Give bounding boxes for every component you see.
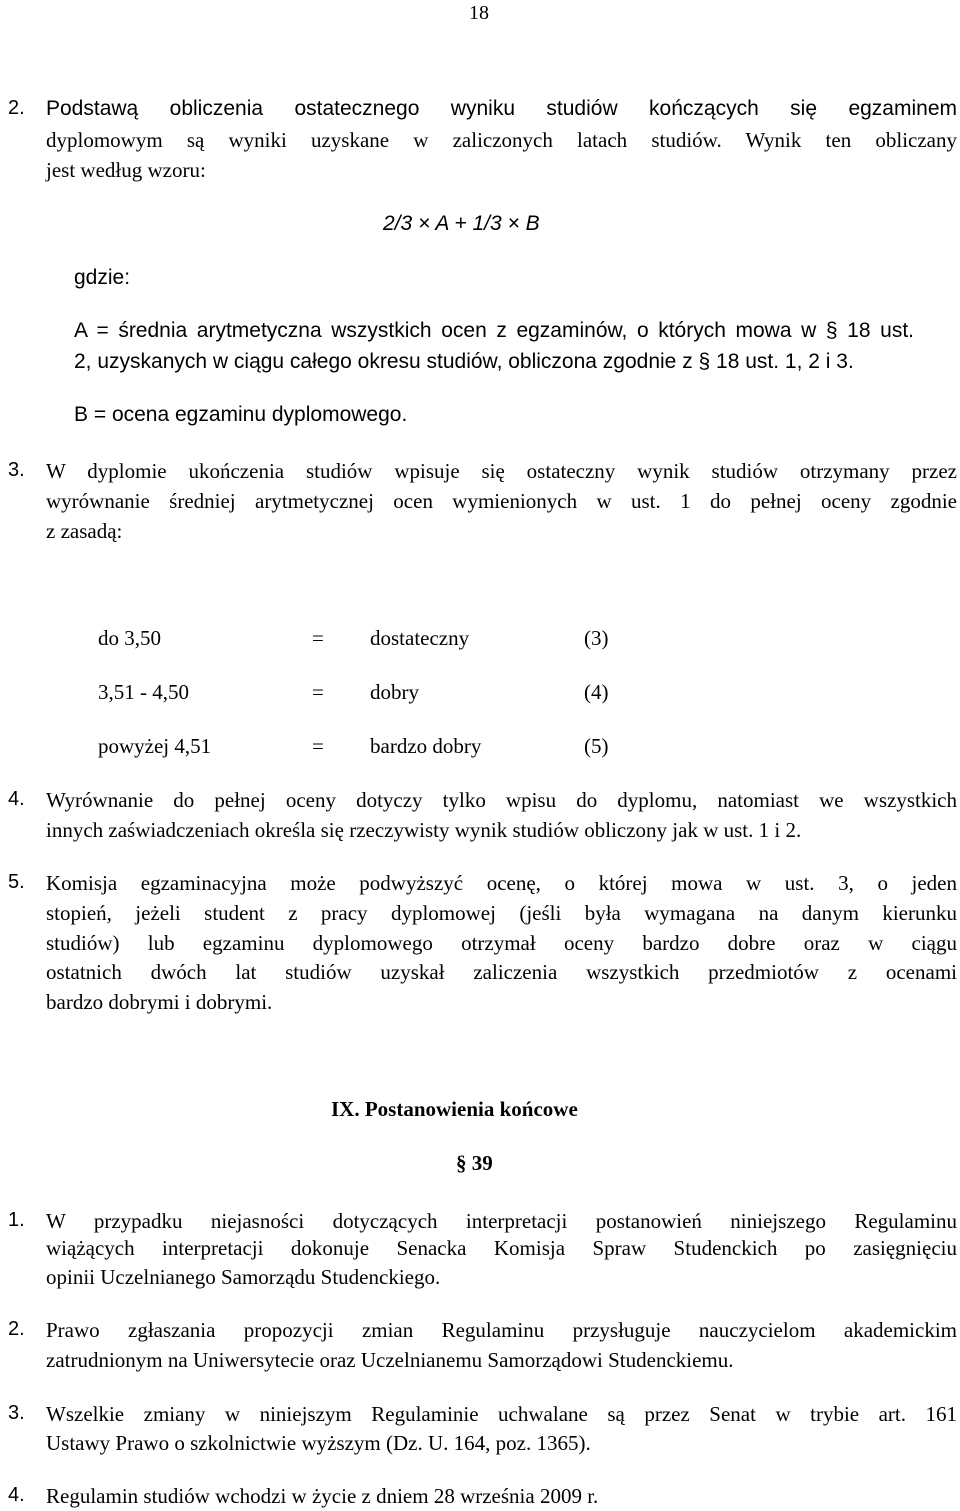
grade-value: (4) (584, 680, 609, 704)
p5-line-5: bardzo dobrymi i dobrymi. (46, 990, 273, 1014)
definition-b: B = ocena egzaminu dyplomowego. (74, 403, 408, 426)
item-number: 4. (8, 788, 25, 810)
final-3-line-1: Wszelkie zmiany w niniejszym Regulaminie uchwalane są przez Senat w trybie art. 161 (46, 1402, 957, 1426)
final-4-line-1: Regulamin studiów wchodzi w życie z dniem 28 września 2009 r. (46, 1484, 599, 1508)
paragraph-symbol: § 39 (456, 1151, 493, 1175)
p5-line-4: ostatnich dwóch lat studiów uzyskał zaliczenia wszystkich przedmiotów z ocenami (46, 960, 957, 984)
final-1-line-3: opinii Uczelnianego Samorządu Studenckiego. (46, 1265, 441, 1289)
p4-line-2: innych zaświadczeniach określa się rzeczywisty wynik studiów obliczony jak w ust. 1 i 2. (46, 818, 802, 842)
p4-line-1: Wyrównanie do pełnej oceny dotyczy tylko wpisu do dyplomu, natomiast we wszystkich (46, 788, 957, 812)
grade-name: dobry (370, 680, 419, 704)
item-number: 3. (8, 1402, 25, 1424)
item-number: 5. (8, 871, 25, 893)
p3-line-3: z zasadą: (46, 519, 123, 543)
p5-line-2: stopień, jeżeli student z pracy dyplomowej (jeśli była wymagana na danym kierunku (46, 901, 957, 925)
item-number: 2. (8, 97, 25, 119)
grade-range: do 3,50 (98, 626, 161, 650)
item-number: 3. (8, 459, 25, 481)
grade-equals: = (312, 734, 324, 758)
definition-a-line-2: 2, uzyskanych w ciągu całego okresu studiów, obliczona zgodnie z § 18 ust. 1, 2 i 3. (74, 350, 854, 373)
final-1-line-2: wiążących interpretacji dokonuje Senacka Komisja Spraw Studenckich po zasięgnięciu (46, 1236, 957, 1260)
grade-name: bardzo dobry (370, 734, 482, 758)
item-number: 1. (8, 1209, 25, 1231)
p3-line-2: wyrównanie średniej arytmetycznej ocen wymienionych w ust. 1 do pełnej oceny zgodnie (46, 489, 957, 513)
page-number: 18 (469, 2, 489, 24)
grade-equals: = (312, 680, 324, 704)
grade-equals: = (312, 626, 324, 650)
definition-a-line-1: A = średnia arytmetyczna wszystkich ocen z egzaminów, o których mowa w § 18 ust. (74, 319, 914, 342)
grade-value: (3) (584, 626, 609, 650)
grade-value: (5) (584, 734, 609, 758)
grade-name: dostateczny (370, 626, 470, 650)
item-number: 4. (8, 1484, 25, 1506)
p2-line-3: jest według wzoru: (46, 158, 206, 182)
p2-line-2: dyplomowym są wyniki uzyskane w zaliczonych latach studiów. Wynik ten obliczany (46, 128, 957, 152)
final-2-line-1: Prawo zgłaszania propozycji zmian Regulaminu przysługuje nauczycielom akademickim (46, 1318, 957, 1342)
p3-line-1: W dyplomie ukończenia studiów wpisuje się ostateczny wynik studiów otrzymany przez (46, 459, 957, 483)
formula: 2/3 × A + 1/3 × B (383, 212, 540, 235)
grade-range: 3,51 - 4,50 (98, 680, 189, 704)
p2-line-1: Podstawą obliczenia ostatecznego wyniku studiów kończących się egzaminem (46, 97, 957, 120)
final-3-line-2: Ustawy Prawo o szkolnictwie wyższym (Dz. U. 164, poz. 1365). (46, 1431, 591, 1455)
section-heading: IX. Postanowienia końcowe (331, 1097, 578, 1121)
where-label: gdzie: (74, 266, 131, 289)
final-2-line-2: zatrudnionym na Uniwersytecie oraz Uczelnianemu Samorządowi Studenckiemu. (46, 1348, 734, 1372)
p5-line-1: Komisja egzaminacyjna może podwyższyć ocenę, o której mowa w ust. 3, o jeden (46, 871, 957, 895)
grade-range: powyżej 4,51 (98, 734, 212, 758)
final-1-line-1: W przypadku niejasności dotyczących interpretacji postanowień niniejszego Regulaminu (46, 1209, 957, 1233)
item-number: 2. (8, 1318, 25, 1340)
p5-line-3: studiów) lub egzaminu dyplomowego otrzymał oceny bardzo dobre oraz w ciągu (46, 931, 957, 955)
